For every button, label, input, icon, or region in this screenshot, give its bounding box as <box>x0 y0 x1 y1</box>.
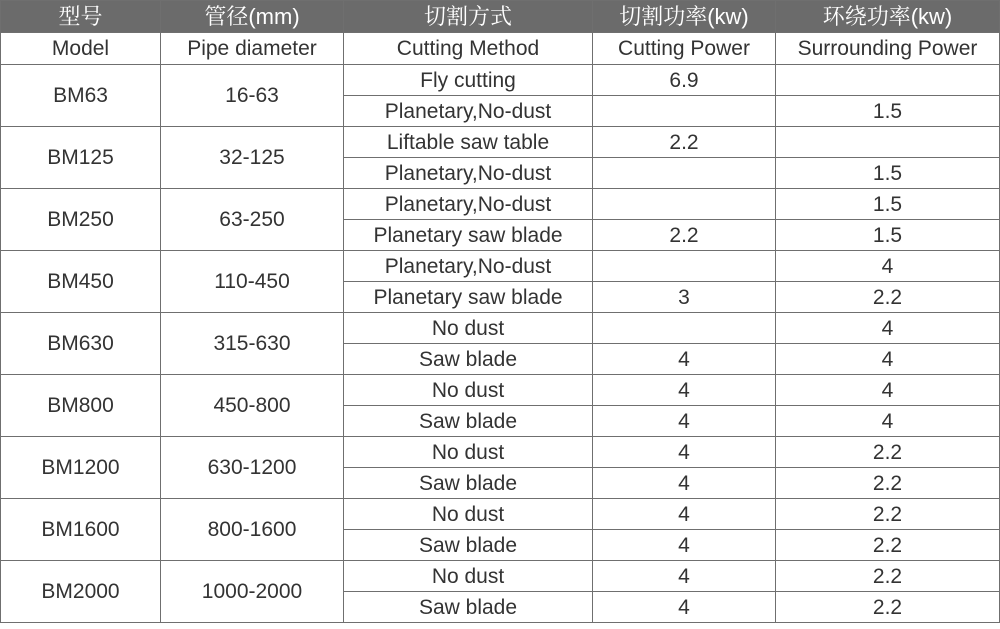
pipe-diameter-cell: 800-1600 <box>161 499 344 561</box>
table-row <box>1 65 1000 96</box>
pipe-diameter-cell: 1000-2000 <box>161 561 344 623</box>
pipe-diameter-cell: 16-63 <box>161 65 344 127</box>
header-row-chinese <box>1 1 1000 33</box>
surrounding-power-cell: 2.2 <box>776 499 1000 530</box>
cutting-method-cell: Fly cutting <box>344 65 593 96</box>
model-cell: BM250 <box>1 189 161 251</box>
surrounding-power-cell: 4 <box>776 251 1000 282</box>
cutting-power-cell: 4 <box>593 592 776 623</box>
table-row <box>1 189 1000 220</box>
table-row <box>1 375 1000 406</box>
cutting-power-cell: 4 <box>593 406 776 437</box>
cutting-method-cell: No dust <box>344 499 593 530</box>
cutting-method-cell: Planetary,No-dust <box>344 96 593 127</box>
surrounding-power-cell: 2.2 <box>776 437 1000 468</box>
header-row-english <box>1 33 1000 65</box>
cutting-method-cell: Planetary,No-dust <box>344 158 593 189</box>
pipe-diameter-cell: 63-250 <box>161 189 344 251</box>
cutting-power-cell <box>593 313 776 344</box>
surrounding-power-cell: 4 <box>776 375 1000 406</box>
cutting-method-cell: Saw blade <box>344 406 593 437</box>
surrounding-power-cell: 1.5 <box>776 158 1000 189</box>
table-row <box>1 437 1000 468</box>
surrounding-power-cell: 2.2 <box>776 530 1000 561</box>
model-cell: BM630 <box>1 313 161 375</box>
surrounding-power-cell: 4 <box>776 406 1000 437</box>
header-cn-pipe-diameter: 管径(mm) <box>161 1 344 33</box>
cutting-method-cell: Liftable saw table <box>344 127 593 158</box>
table-row <box>1 561 1000 592</box>
cutting-power-cell: 2.2 <box>593 127 776 158</box>
surrounding-power-cell <box>776 65 1000 96</box>
table-row <box>1 499 1000 530</box>
table-row <box>1 313 1000 344</box>
surrounding-power-cell: 1.5 <box>776 189 1000 220</box>
cutting-power-cell: 6.9 <box>593 65 776 96</box>
pipe-diameter-cell: 450-800 <box>161 375 344 437</box>
cutting-method-cell: Saw blade <box>344 468 593 499</box>
surrounding-power-cell: 1.5 <box>776 96 1000 127</box>
model-cell: BM800 <box>1 375 161 437</box>
cutting-method-cell: Saw blade <box>344 344 593 375</box>
header-en-pipe-diameter: Pipe diameter <box>161 33 344 65</box>
header-en-model: Model <box>1 33 161 65</box>
cutting-power-cell: 4 <box>593 530 776 561</box>
surrounding-power-cell: 4 <box>776 313 1000 344</box>
header-en-cutting-power: Cutting Power <box>593 33 776 65</box>
model-cell: BM63 <box>1 65 161 127</box>
cutting-method-cell: Planetary saw blade <box>344 282 593 313</box>
cutting-method-cell: No dust <box>344 561 593 592</box>
model-cell: BM125 <box>1 127 161 189</box>
header-cn-model: 型号 <box>1 1 161 33</box>
surrounding-power-cell: 4 <box>776 344 1000 375</box>
model-cell: BM1600 <box>1 499 161 561</box>
header-cn-cutting-power: 切割功率(kw) <box>593 1 776 33</box>
cutting-method-cell: No dust <box>344 375 593 406</box>
cutting-power-cell <box>593 189 776 220</box>
surrounding-power-cell: 2.2 <box>776 561 1000 592</box>
cutting-method-cell: No dust <box>344 437 593 468</box>
cutting-power-cell: 4 <box>593 437 776 468</box>
surrounding-power-cell <box>776 127 1000 158</box>
cutting-method-cell: Saw blade <box>344 530 593 561</box>
cutting-power-cell: 4 <box>593 468 776 499</box>
cutting-power-cell <box>593 158 776 189</box>
cutting-method-cell: Planetary saw blade <box>344 220 593 251</box>
header-en-surrounding-power: Surrounding Power <box>776 33 1000 65</box>
cutting-method-cell: Planetary,No-dust <box>344 189 593 220</box>
surrounding-power-cell: 1.5 <box>776 220 1000 251</box>
pipe-diameter-cell: 315-630 <box>161 313 344 375</box>
surrounding-power-cell: 2.2 <box>776 468 1000 499</box>
header-cn-surrounding-power: 环绕功率(kw) <box>776 1 1000 33</box>
surrounding-power-cell: 2.2 <box>776 282 1000 313</box>
cutting-power-cell: 4 <box>593 375 776 406</box>
pipe-diameter-cell: 630-1200 <box>161 437 344 499</box>
header-en-cutting-method: Cutting Method <box>344 33 593 65</box>
header-cn-cutting-method: 切割方式 <box>344 1 593 33</box>
cutting-power-cell: 4 <box>593 499 776 530</box>
cutting-method-cell: No dust <box>344 313 593 344</box>
cutting-power-cell: 3 <box>593 282 776 313</box>
cutting-power-cell <box>593 251 776 282</box>
table-row <box>1 127 1000 158</box>
cutting-power-cell: 2.2 <box>593 220 776 251</box>
pipe-diameter-cell: 110-450 <box>161 251 344 313</box>
cutting-method-cell: Saw blade <box>344 592 593 623</box>
cutting-method-cell: Planetary,No-dust <box>344 251 593 282</box>
model-cell: BM1200 <box>1 437 161 499</box>
cutting-power-cell: 4 <box>593 561 776 592</box>
table-row <box>1 251 1000 282</box>
cutting-power-cell <box>593 96 776 127</box>
surrounding-power-cell: 2.2 <box>776 592 1000 623</box>
pipe-diameter-cell: 32-125 <box>161 127 344 189</box>
cutting-power-cell: 4 <box>593 344 776 375</box>
model-cell: BM2000 <box>1 561 161 623</box>
model-cell: BM450 <box>1 251 161 313</box>
